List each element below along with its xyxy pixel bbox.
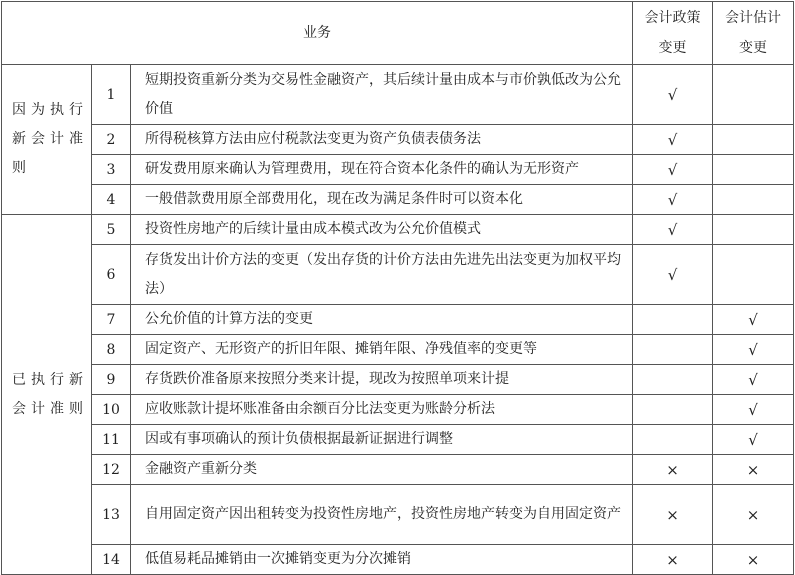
- policy-mark: √: [633, 155, 713, 185]
- table-row: [2, 455, 794, 485]
- row-number: 11: [92, 425, 131, 455]
- accounting-change-table: [1, 1, 794, 575]
- estimate-mark: √: [713, 335, 794, 365]
- table-row: [2, 215, 794, 245]
- table-row: [2, 335, 794, 365]
- estimate-mark: ×: [713, 455, 794, 485]
- row-description: 研发费用原来确认为管理费用，现在符合资本化条件的确认为无形资产: [131, 155, 633, 185]
- estimate-mark: [713, 185, 794, 215]
- header-policy-line1: 会计政策: [644, 10, 701, 26]
- row-number: 2: [92, 125, 131, 155]
- policy-mark: √: [633, 185, 713, 215]
- row-description: 短期投资重新分类为交易性金融资产，其后续计量由成本与市价孰低改为公允价值: [131, 65, 633, 125]
- policy-mark: ×: [633, 545, 713, 575]
- header-estimate-line1: 会计估计: [725, 10, 782, 26]
- row-description: 存货发出计价方法的变更（发出存货的计价方法由先进先出法变更为加权平均法）: [131, 245, 633, 305]
- group-label-executed-standard: 已执行新会计准则: [2, 215, 92, 575]
- estimate-mark: [713, 65, 794, 125]
- row-number: 10: [92, 395, 131, 425]
- table-row: [2, 185, 794, 215]
- header-row: [2, 2, 794, 65]
- policy-mark: √: [633, 245, 713, 305]
- table-row: [2, 125, 794, 155]
- row-number: 6: [92, 245, 131, 305]
- header-policy-change: [633, 2, 713, 65]
- table-row: [2, 155, 794, 185]
- policy-mark: √: [633, 215, 713, 245]
- row-number: 12: [92, 455, 131, 485]
- table-row: [2, 245, 794, 305]
- policy-mark: [633, 305, 713, 335]
- policy-mark: [633, 395, 713, 425]
- table-row: [2, 305, 794, 335]
- estimate-mark: √: [713, 425, 794, 455]
- row-description: 投资性房地产的后续计量由成本模式改为公允价值模式: [131, 215, 633, 245]
- estimate-mark: [713, 245, 794, 305]
- header-estimate-line2: 变更: [739, 40, 768, 56]
- row-number: 7: [92, 305, 131, 335]
- row-description: 应收账款计提坏账准备由余额百分比法变更为账龄分析法: [131, 395, 633, 425]
- policy-mark: [633, 335, 713, 365]
- row-description: 存货跌价准备原来按照分类来计提，现改为按照单项来计提: [131, 365, 633, 395]
- row-number: 3: [92, 155, 131, 185]
- policy-mark: [633, 365, 713, 395]
- header-business: 业务: [2, 2, 633, 65]
- estimate-mark: √: [713, 395, 794, 425]
- policy-mark: [633, 425, 713, 455]
- table-row: [2, 485, 794, 545]
- header-estimate-change: [713, 2, 794, 65]
- table-row: [2, 365, 794, 395]
- policy-mark: ×: [633, 455, 713, 485]
- row-description: 因或有事项确认的预计负债根据最新证据进行调整: [131, 425, 633, 455]
- policy-mark: √: [633, 65, 713, 125]
- row-description: 公允价值的计算方法的变更: [131, 305, 633, 335]
- row-number: 9: [92, 365, 131, 395]
- policy-mark: √: [633, 125, 713, 155]
- header-policy-line2: 变更: [658, 40, 687, 56]
- table-row: [2, 395, 794, 425]
- table-row: [2, 65, 794, 125]
- row-number: 5: [92, 215, 131, 245]
- estimate-mark: [713, 215, 794, 245]
- estimate-mark: [713, 155, 794, 185]
- estimate-mark: ×: [713, 545, 794, 575]
- row-description: 低值易耗品摊销由一次摊销变更为分次摊销: [131, 545, 633, 575]
- policy-mark: ×: [633, 485, 713, 545]
- row-number: 14: [92, 545, 131, 575]
- table-row: [2, 545, 794, 575]
- group-label-new-standard: 因为执行新会计准则: [2, 65, 92, 215]
- row-number: 4: [92, 185, 131, 215]
- row-description: 所得税核算方法由应付税款法变更为资产负债表债务法: [131, 125, 633, 155]
- row-description: 固定资产、无形资产的折旧年限、摊销年限、净残值率的变更等: [131, 335, 633, 365]
- row-number: 13: [92, 485, 131, 545]
- estimate-mark: [713, 125, 794, 155]
- estimate-mark: √: [713, 365, 794, 395]
- row-description: 自用固定资产因出租转变为投资性房地产，投资性房地产转变为自用固定资产: [131, 485, 633, 545]
- table-row: [2, 425, 794, 455]
- row-number: 8: [92, 335, 131, 365]
- row-description: 一般借款费用原全部费用化，现在改为满足条件时可以资本化: [131, 185, 633, 215]
- row-number: 1: [92, 65, 131, 125]
- row-description: 金融资产重新分类: [131, 455, 633, 485]
- estimate-mark: ×: [713, 485, 794, 545]
- estimate-mark: √: [713, 305, 794, 335]
